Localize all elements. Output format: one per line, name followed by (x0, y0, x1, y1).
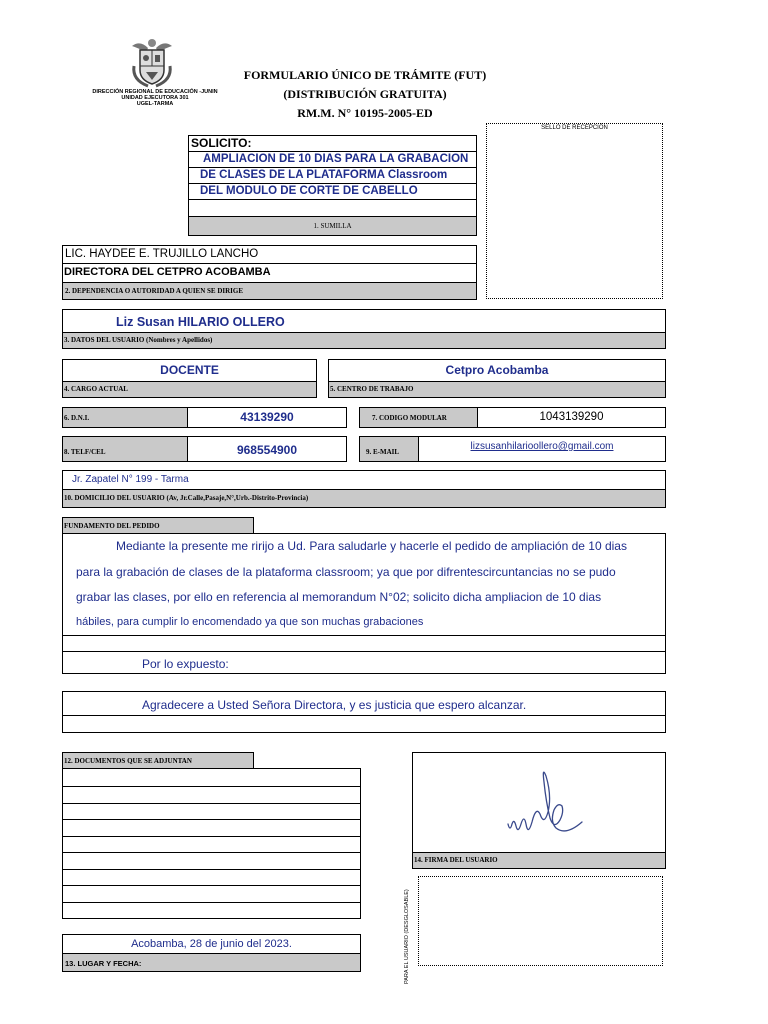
firma-label-bar (413, 853, 665, 868)
codigo-value: 1043139290 (539, 411, 604, 423)
sumilla-label: 1. SUMILLA (313, 222, 352, 230)
solicito-heading: SOLICITO: (191, 136, 252, 150)
usuario-label-bar (63, 333, 665, 348)
documentos-row (62, 819, 361, 820)
documentos-list-box (62, 768, 361, 919)
firma-label: 14. FIRMA DEL USUARIO (414, 856, 498, 864)
fundamento-label-box (62, 517, 254, 534)
fundamento-closing: Por lo expuesto: (142, 657, 229, 671)
usuario-label: 3. DATOS DEL USUARIO (Nombres y Apellidos) (64, 336, 213, 344)
codigo-label: 7. CODIGO MODULAR (372, 414, 447, 422)
sumilla-label-bar (189, 217, 476, 235)
domicilio-label-bar (63, 490, 665, 507)
documentos-label: 12. DOCUMENTOS QUE SE ADJUNTAN (64, 757, 192, 765)
org-line-3: UGEL-TARMA (136, 101, 174, 107)
domicilio-value: Jr. Zapatel N° 199 - Tarma (72, 474, 189, 485)
documentos-row (62, 786, 361, 787)
solicito-line-2: DE CLASES DE LA PLATAFORMA Classroom (200, 169, 448, 181)
lugar-label-bar (63, 954, 360, 971)
solicito-line-1: AMPLIACION DE 10 DIAS PARA LA GRABACION (203, 153, 469, 165)
email-value-box (418, 436, 666, 462)
dni-value: 43139290 (240, 410, 294, 424)
cargo-label-bar (63, 382, 316, 397)
dni-value-box (187, 407, 347, 428)
fundamento-line-1: Mediante la presente me ririjo a Ud. Para saludarle y hacerle el pedido de ampliación de 10 dias (116, 539, 627, 553)
documentos-row (62, 836, 361, 837)
email-label-box (359, 436, 419, 462)
dependencia-label: 2. DEPENDENCIA O AUTORIDAD A QUIEN SE DIRIGE (65, 287, 244, 295)
title-line-3: RM.M. N° 10195-2005-ED (297, 106, 433, 120)
cargo-label: 4. CARGO ACTUAL (64, 385, 128, 393)
documentos-row (62, 902, 361, 903)
reception-stamp-box (486, 123, 663, 299)
documentos-row (62, 852, 361, 853)
solicito-line-3: DEL MODULO DE CORTE DE CABELLO (200, 185, 418, 197)
telf-label: 8. TELF/CEL (64, 448, 106, 456)
dependencia-authority-name: LIC. HAYDEE E. TRUJILLO LANCHO (65, 248, 259, 260)
documentos-row (62, 803, 361, 804)
coat-of-arms-logo (128, 36, 176, 88)
documentos-label-box (62, 752, 254, 769)
org-line-2: UNIDAD EJECUTORA 301 (121, 95, 189, 101)
fundamento-line-2: para la grabación de clases de la plataforma classroom; ya que por difrentescircuntancias no se pudo (76, 565, 616, 579)
reception-stamp-label: SELLO DE RECEPCIÓN (541, 125, 608, 131)
usuario-name: Liz Susan HILARIO OLLERO (116, 315, 285, 329)
title-line-2: (DISTRIBUCIÓN GRATUITA) (283, 87, 447, 101)
fundamento-label: FUNDAMENTO DEL PEDIDO (64, 522, 160, 530)
fundamento-line-3: grabar las clases, por ello en referencia al memorandum N°02; solicito dicha ampliacion de 10 dias (76, 590, 602, 604)
dni-label: 6. D.N.I. (64, 414, 90, 422)
email-label: 9. E-MAIL (366, 448, 400, 456)
agradecimiento-text: Agradecere a Usted Señora Directora, y es justicia que espero alcanzar. (142, 698, 527, 712)
centro-label: 5. CENTRO DE TRABAJO (330, 385, 414, 393)
lugar-label: 13. LUGAR Y FECHA: (65, 959, 142, 968)
dni-label-box (62, 407, 188, 428)
domicilio-label: 10. DOMICILIO DEL USUARIO (Av, Jr.Calle,Pasaje,N°,Urb.-Distrito-Provincia) (64, 494, 309, 502)
detachable-vertical-note: PARA EL USUARIO (DESGLOSABLE) (404, 889, 410, 984)
codigo-value-box (477, 407, 666, 428)
title-line-1: FORMULARIO ÚNICO DE TRÁMITE (FUT) (243, 68, 487, 82)
documentos-row (62, 885, 361, 886)
centro-label-bar (329, 382, 665, 397)
fundamento-line-4: hábiles, para cumplir lo encomendado ya que son muchas grabaciones (76, 616, 424, 628)
dependencia-authority-role: DIRECTORA DEL CETPRO ACOBAMBA (64, 266, 271, 278)
email-link[interactable]: lizsusanhilarioollero@gmail.com (470, 441, 614, 452)
dependencia-label-bar (63, 283, 476, 299)
form-title (200, 66, 530, 123)
org-line-1: DIRECCIÓN REGIONAL DE EDUCACIÓN -JUNIN (92, 89, 218, 95)
telf-value: 968554900 (236, 443, 298, 457)
telf-label-box (62, 436, 188, 462)
user-signature (500, 762, 590, 846)
centro-value: Cetpro Acobamba (445, 363, 549, 377)
telf-value-box (187, 436, 347, 462)
lugar-value: Acobamba, 28 de junio del 2023. (131, 938, 292, 950)
cargo-value: DOCENTE (160, 363, 219, 377)
codigo-label-box (359, 407, 478, 428)
fingerprint-box (418, 876, 663, 966)
documentos-row (62, 869, 361, 870)
